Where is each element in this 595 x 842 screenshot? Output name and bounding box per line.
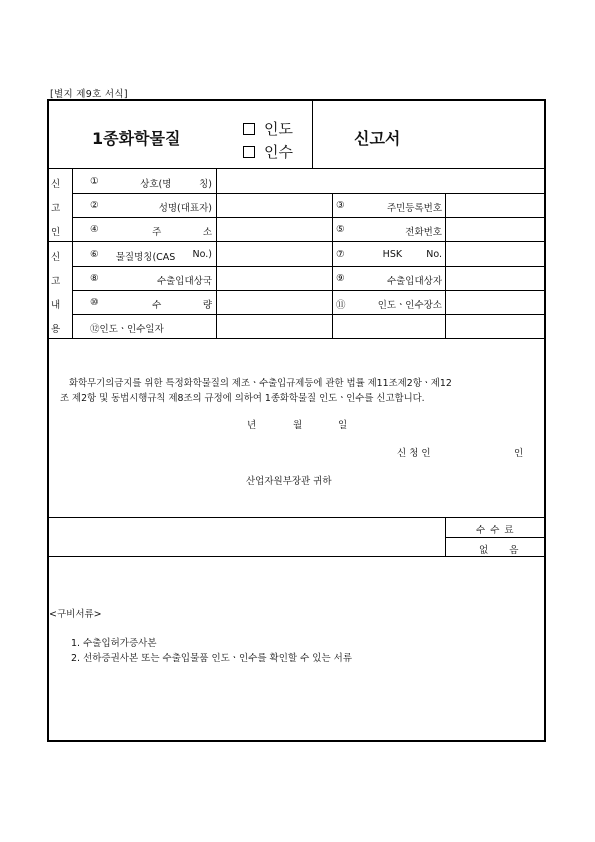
transfer-place-field[interactable] (447, 292, 544, 313)
rule (72, 193, 545, 194)
rule (72, 217, 545, 218)
representative-label (90, 200, 212, 214)
applicant-side-2: 고 (51, 203, 61, 214)
field-text: HSK (382, 249, 403, 260)
date-day-label: 일 (338, 420, 348, 431)
empty-cell (334, 316, 443, 337)
attachment-item: 1. 수출입허가증사본 (71, 638, 157, 649)
option-transfer-label: 인도 (264, 120, 293, 138)
statement-line-2: 조 제2항 및 동법시행규칙 제8조의 규정에 의하여 1종화학물질 인도ㆍ인수를 신고합니다. (60, 393, 425, 404)
field-text: 수출입대상국 (156, 276, 212, 287)
option-receive[interactable] (243, 141, 293, 162)
rule (72, 290, 545, 291)
declaration-side-4: 용 (51, 324, 61, 335)
field-number: ③ (336, 200, 345, 211)
seal-label: 인 (514, 448, 524, 459)
attachment-item: 2. 선하증권사본 또는 수출입물품 인도ㆍ인수를 확인할 수 있는 서류 (71, 653, 353, 664)
field-text: 주민등록번호 (386, 203, 442, 214)
counterparty-label (336, 273, 442, 287)
field-number: ⑪ (336, 300, 346, 311)
field-text: 성명(대표자) (158, 203, 212, 214)
trade-name-label (90, 176, 212, 190)
recipient-label: 산업자원부장관 귀하 (246, 476, 332, 487)
form-number-label: [별지 제9호 서식] (50, 89, 128, 100)
field-text: 칭) (199, 179, 212, 190)
field-text: 상호(명 (140, 179, 172, 190)
fee-value: 없 음 (479, 545, 519, 556)
field-text: No.) (192, 249, 212, 260)
rule (48, 241, 545, 242)
field-number: ⑫ (90, 324, 100, 335)
statement-line-1: 화학무기의금지를 위한 특정화학물질의 제조ㆍ수출입규제등에 관한 법률 제11조제2항ㆍ제12 (69, 378, 452, 389)
substance-name-label (90, 249, 212, 263)
field-number: ⑧ (90, 273, 99, 284)
rule (48, 556, 545, 557)
destination-country-field[interactable] (218, 268, 330, 289)
rule (332, 193, 333, 338)
rule (216, 168, 217, 338)
field-text: 소 (202, 227, 212, 238)
rule (48, 517, 545, 518)
rule (445, 517, 446, 556)
field-text: 인도ㆍ인수장소 (377, 300, 442, 311)
transfer-date-field[interactable] (218, 316, 330, 337)
fee-label: 수 수 료 (476, 525, 515, 536)
field-text: 인도ㆍ인수일자 (99, 324, 164, 335)
resident-number-label (336, 200, 442, 214)
rule (72, 168, 73, 338)
receive-checkbox[interactable] (243, 146, 255, 158)
form-title: 1종화학물질 (92, 129, 181, 148)
option-transfer[interactable] (243, 118, 293, 139)
field-text: 물질명칭(CAS (115, 252, 176, 263)
applicant-side-3: 인 (51, 227, 61, 238)
applicant-side-1: 신 (51, 179, 61, 190)
field-number: ④ (90, 224, 99, 235)
field-number: ⑩ (90, 297, 99, 308)
report-label: 신고서 (354, 129, 401, 148)
declaration-side-3: 내 (51, 300, 61, 311)
counterparty-field[interactable] (447, 268, 544, 289)
transfer-date-label (90, 321, 164, 335)
field-text: No. (426, 249, 442, 260)
transfer-place-label (336, 297, 442, 311)
address-label (90, 224, 212, 238)
attachments-heading: <구비서류> (49, 609, 102, 620)
trade-name-field[interactable] (218, 170, 544, 192)
rule (48, 168, 545, 169)
field-number: ⑤ (336, 224, 345, 235)
substance-name-field[interactable] (218, 243, 330, 265)
applicant-signature-label: 신 청 인 (397, 448, 431, 459)
header-divider (312, 100, 313, 168)
quantity-label (90, 297, 212, 311)
declaration-side-2: 고 (51, 276, 61, 287)
date-month-label: 월 (293, 420, 303, 431)
quantity-field[interactable] (218, 292, 330, 313)
field-number: ⑥ (90, 249, 99, 260)
field-number: ① (90, 176, 99, 187)
rule (72, 314, 545, 315)
rule (72, 266, 545, 267)
resident-number-field[interactable] (447, 195, 544, 216)
option-receive-label: 인수 (264, 143, 293, 161)
rule (445, 537, 545, 538)
field-number: ⑨ (336, 273, 345, 284)
field-text: 수 (152, 300, 162, 311)
transfer-checkbox[interactable] (243, 123, 255, 135)
field-text: 주 (152, 227, 162, 238)
destination-country-label (90, 273, 212, 287)
field-number: ⑦ (336, 249, 345, 260)
phone-field[interactable] (447, 219, 544, 240)
hsk-number-label (336, 249, 442, 260)
field-text: 수출입대상자 (386, 276, 442, 287)
field-number: ② (90, 200, 99, 211)
address-field[interactable] (218, 219, 330, 240)
declaration-side-1: 신 (51, 252, 61, 263)
phone-label (336, 224, 442, 238)
rule (48, 338, 545, 339)
field-text: 전화번호 (405, 227, 442, 238)
representative-field[interactable] (218, 195, 330, 216)
rule (445, 193, 446, 338)
empty-cell (447, 316, 544, 337)
hsk-number-field[interactable] (447, 243, 544, 265)
field-text: 량 (202, 300, 212, 311)
date-year-label: 년 (247, 420, 257, 431)
